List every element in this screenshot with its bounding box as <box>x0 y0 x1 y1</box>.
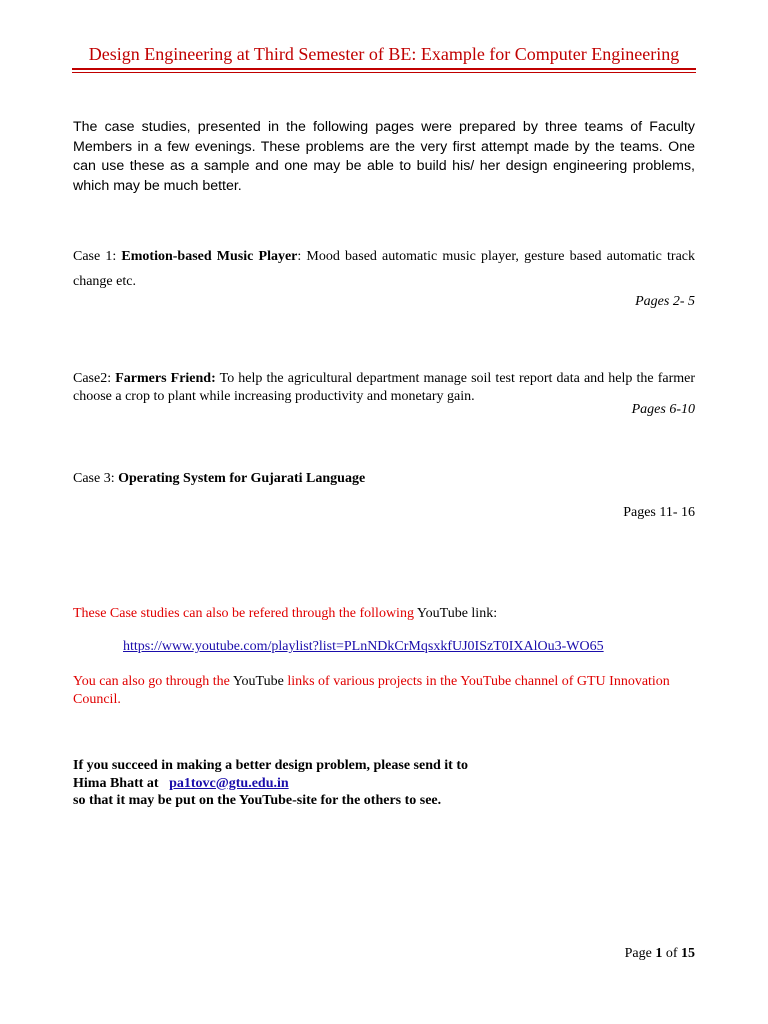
page-footer <box>625 946 695 962</box>
case-3 <box>73 471 695 487</box>
youtube-channel-note <box>73 673 695 709</box>
case-2-description: To help the agricultural department manage soil test report data and help the farmer choose a crop to plant while increasing productivity and monetary gain. <box>73 371 696 404</box>
case-3-pages: Pages 11- 16 <box>623 505 695 520</box>
case-2-label: Case2: <box>73 371 112 386</box>
case-1 <box>73 244 695 294</box>
playlist-link-line <box>123 639 604 655</box>
contact-email-link[interactable]: pa1tovc@gtu.edu.in <box>169 775 289 791</box>
case-1-pages: Pages 2- 5 <box>635 294 695 309</box>
footer-page-word: Page <box>624 946 656 961</box>
case-2-pages: Pages 6-10 <box>631 402 695 417</box>
footer-of-word: of <box>662 946 681 961</box>
footer-current-page: 1 <box>655 946 663 961</box>
closing-contact-prefix: Hima Bhatt at <box>73 775 159 791</box>
closing-block <box>73 757 468 810</box>
closing-line-2 <box>73 775 468 793</box>
case-1-description: : Mood based automatic music player, gesture based automatic track change etc. <box>73 249 696 289</box>
footer-total-pages: 15 <box>681 946 695 961</box>
case-1-title: Emotion-based Music Player <box>121 249 298 264</box>
header-rule-thin <box>72 72 696 73</box>
header-rule-thick <box>72 68 696 70</box>
case-3-label: Case 3: <box>73 471 115 486</box>
youtube-intro-line <box>73 606 497 622</box>
channel-note-red-1: You can also go through the <box>73 674 230 689</box>
playlist-link[interactable]: https://www.youtube.com/playlist?list=PLnNDkCrMqsxkfUJ0ISzT0IXAlOu3-WO65 <box>123 639 604 654</box>
page-header-title: Design Engineering at Third Semester of BE: Example for Computer Engineering <box>88 44 680 64</box>
case-2 <box>73 370 695 406</box>
closing-line-1: If you succeed in making a better design problem, please send it to <box>73 758 468 773</box>
channel-note-red-2: links of various projects in the YouTube channel of GTU Innovation Council. <box>73 674 670 707</box>
case-2-title: Farmers Friend: <box>115 371 216 386</box>
channel-note-black: YouTube <box>229 674 288 689</box>
closing-line-3: so that it may be put on the YouTube-site for the others to see. <box>73 793 442 808</box>
youtube-intro-red: These Case studies can also be refered through the following <box>73 606 414 621</box>
youtube-intro-black: YouTube link: <box>413 606 498 621</box>
case-3-title: Operating System for Gujarati Language <box>118 471 366 486</box>
intro-paragraph: The case studies, presented in the following pages were prepared by three teams of Faculty Members in a few evenings. These problems are the very first attempt made by the teams. One can use these as a sample and one may be able to build his/ her design engineering problems, which may be much better. <box>73 119 695 194</box>
case-1-label: Case 1: <box>73 249 117 264</box>
